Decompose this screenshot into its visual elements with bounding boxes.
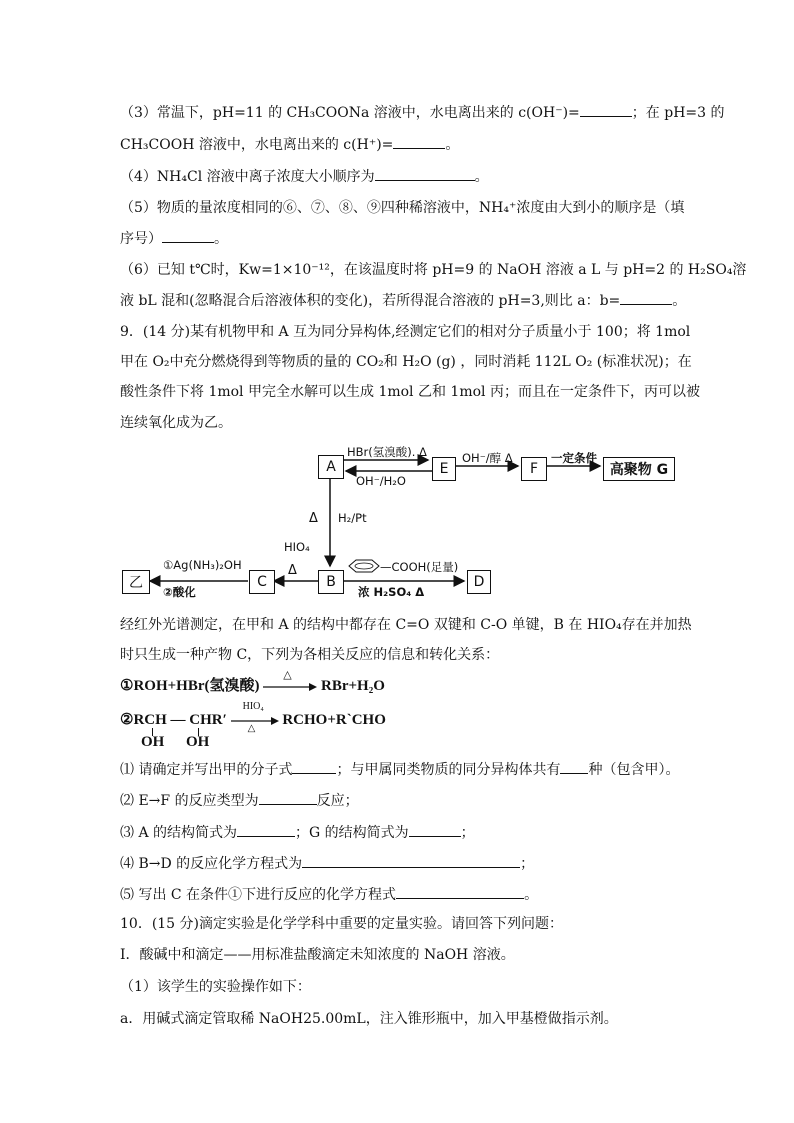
q8-part4: （4）NH₄Cl 溶液中离子浓度大小顺序为 。 <box>120 166 489 187</box>
q9-sub2: ⑵ E→F 的反应类型为 反应； <box>120 790 359 811</box>
answer-blank[interactable] <box>560 759 588 774</box>
compound-yi: 乙 <box>122 570 150 594</box>
compound-F: F <box>521 457 547 481</box>
q10-line4: a．用碱式滴定管取稀 NaOH25.00mL，注入锥形瓶中，加入甲基橙做指示剂。 <box>120 1011 618 1027</box>
label-a-e-top: HBr(氢溴酸). Δ <box>347 445 427 459</box>
label-a-b-right: H₂/Pt <box>338 511 367 525</box>
label-c-yi-bottom: ②酸化 <box>163 585 196 599</box>
q8-part6-line2: 液 bL 混和(忽略混合后溶液体积的变化)，若所得混合溶液的 pH=3,则比 a：b= 。 <box>120 290 686 311</box>
label-b-c-bottom: Δ <box>288 563 297 578</box>
q9-line4: 连续氧化成为乙。 <box>120 415 232 431</box>
q9-line1: 9．(14 分)某有机物甲和 A 互为同分异构体,经测定它们的相对分子质量小于 100；将 1mol <box>120 324 691 340</box>
answer-blank[interactable] <box>409 822 461 837</box>
q8-part3-line2: CH₃COOH 溶液中，水电离出来的 c(H⁺)= 。 <box>120 134 459 155</box>
q9-line6: 时只生成一种产物 C，下列为各相关反应的信息和转化关系： <box>120 647 500 663</box>
benzene-ring-icon <box>349 560 379 572</box>
answer-blank[interactable] <box>237 822 295 837</box>
reaction-arrow-1: △ <box>263 679 317 695</box>
q9-line2: 甲在 O₂中充分燃烧得到等物质的量的 CO₂和 H₂O (g) ，同时消耗 112L O₂ (标准状况)；在 <box>120 354 692 370</box>
q9-sub5: ⑸ 写出 C 在条件①下进行反应的化学方程式 。 <box>120 884 538 905</box>
q10-line1: 10．(15 分)滴定实验是化学学科中重要的定量实验。请回答下列问题： <box>120 916 564 932</box>
q8-part3-line1: （3）常温下，pH=11 的 CH₃COONa 溶液中，水电离出来的 c(OH⁻)= ；在 pH=3 的 <box>120 102 725 123</box>
q9-sub3: ⑶ A 的结构简式为 ；G 的结构简式为 ； <box>120 822 475 843</box>
q10-line3: （1）该学生的实验操作如下： <box>120 979 311 995</box>
compound-A: A <box>318 455 344 479</box>
q9-line5: 经红外光谱测定，在甲和 A 的结构中都存在 C=O 双键和 C-O 单键，B 在 HIO₄存在并加热 <box>120 617 692 633</box>
answer-blank[interactable] <box>580 102 632 117</box>
hydroxyl-1: OH <box>141 734 165 750</box>
answer-blank[interactable] <box>162 228 214 243</box>
q8-part5-line2: 序号） 。 <box>120 228 228 249</box>
compound-G: 高聚物 G <box>603 457 675 481</box>
q8-part6-line1: （6）已知 t℃时，Kw=1×10⁻¹²，在该温度时将 pH=9 的 NaOH 溶液 a L 与 pH=2 的 H₂SO₄溶 <box>120 262 747 278</box>
label-b-d-bottom: 浓 H₂SO₄ Δ <box>358 585 425 599</box>
label-e-f: OH⁻/醇 Δ <box>462 451 513 465</box>
hydroxyl-2: OH <box>186 734 210 750</box>
label-a-e-bottom: OH⁻/H₂O <box>356 474 406 488</box>
answer-blank[interactable] <box>396 884 524 899</box>
equation-2: ②RCH — CHR′ HIO₄ △ RCHO+R`CHO <box>120 700 386 734</box>
compound-C: C <box>249 570 275 594</box>
q10-line2: I．酸碱中和滴定——用标准盐酸滴定未知浓度的 NaOH 溶液。 <box>120 947 515 963</box>
label-a-b-left: Δ <box>309 511 318 526</box>
answer-blank[interactable] <box>393 134 445 149</box>
q9-line3: 酸性条件下将 1mol 甲完全水解可以生成 1mol 乙和 1mol 丙；而且在一定条件下，丙可以被 <box>120 384 700 400</box>
equation-1: ①ROH+HBr(氢溴酸) △ RBr+H₂O <box>120 668 385 694</box>
answer-blank[interactable] <box>302 853 520 868</box>
answer-blank[interactable] <box>620 290 672 305</box>
compound-D: D <box>467 570 491 594</box>
answer-blank[interactable] <box>375 166 475 181</box>
reaction-arrow-2: HIO₄ △ <box>231 713 279 729</box>
answer-blank[interactable] <box>292 759 336 774</box>
compound-E: E <box>432 457 456 481</box>
q8-part5-line1: （5）物质的量浓度相同的⑥、⑦、⑧、⑨四种稀溶液中，NH₄⁺浓度由大到小的顺序是（填 <box>120 200 685 216</box>
q9-sub4: ⑷ B→D 的反应化学方程式为 ； <box>120 853 534 874</box>
answer-blank[interactable] <box>259 790 317 805</box>
label-f-g: 一定条件 <box>551 451 597 465</box>
label-b-d-top: —COOH(足量) <box>380 560 459 574</box>
q9-sub1: ⑴ 请确定并写出甲的分子式 ；与甲属同类物质的同分异构体共有 种（包含甲）。 <box>120 759 679 780</box>
label-c-yi-top: ①Ag(NH₃)₂OH <box>163 558 242 572</box>
compound-B: B <box>318 570 344 594</box>
label-b-c-top: HIO₄ <box>284 540 310 554</box>
